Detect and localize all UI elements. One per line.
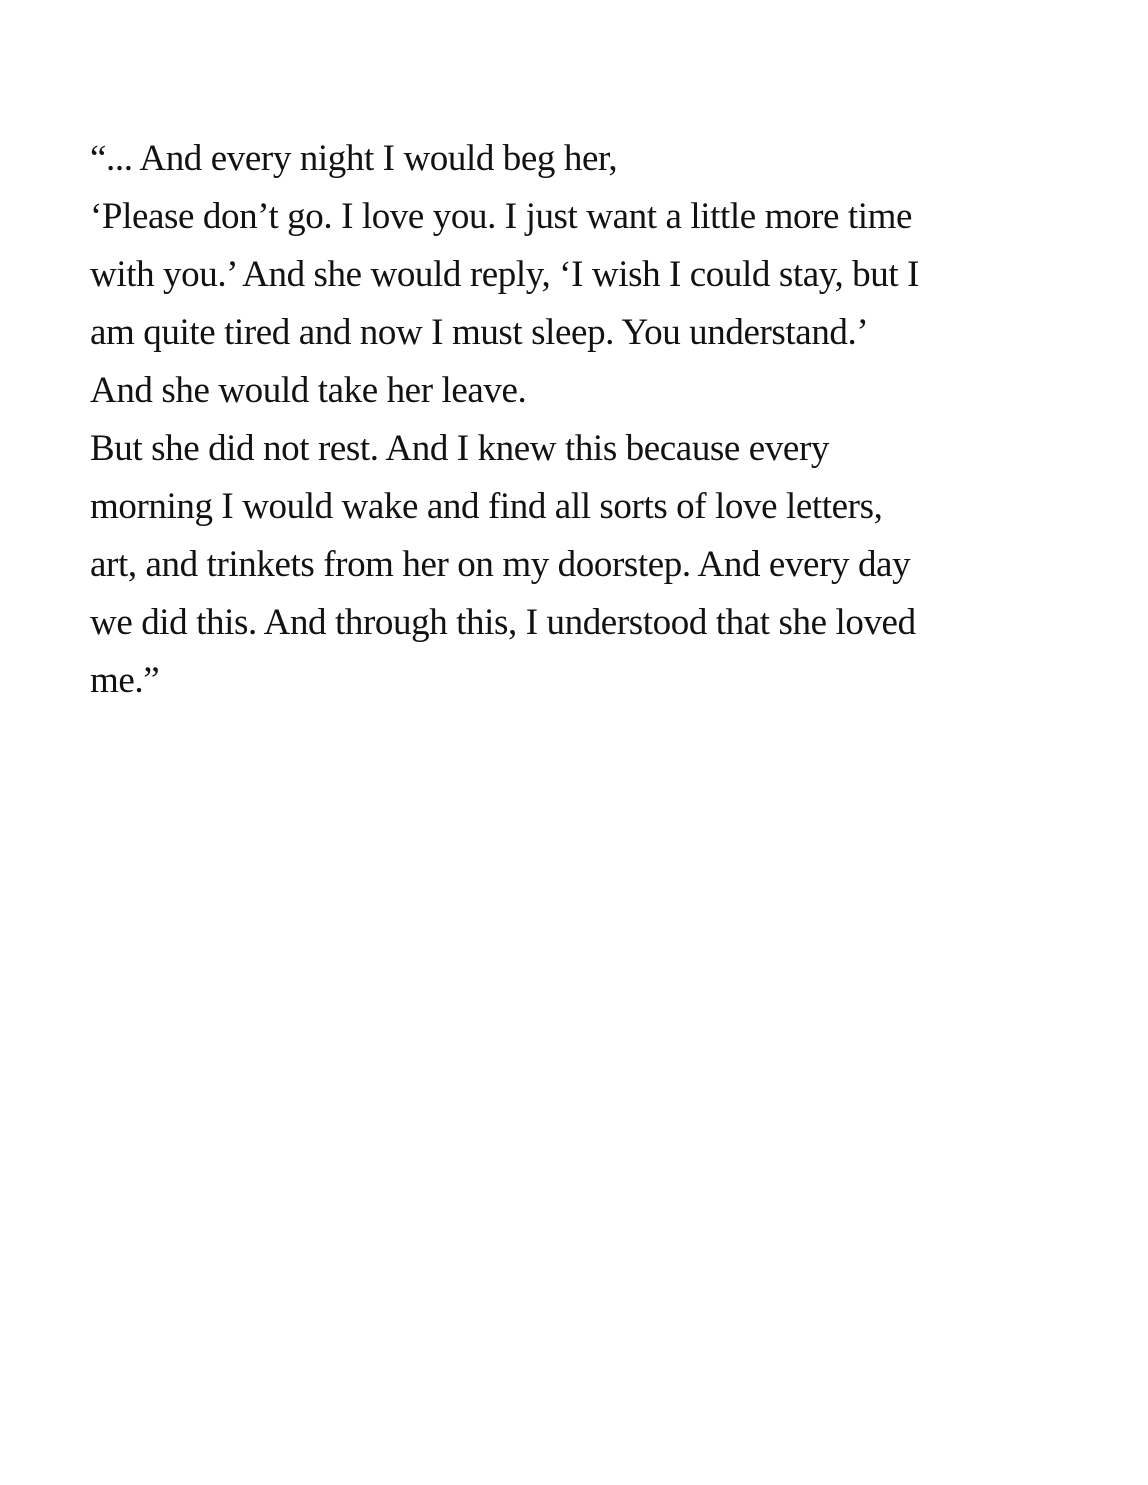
quote-line: And she would take her leave. (90, 370, 527, 411)
quote-line: morning I would wake and find all sorts of love letters, (90, 486, 883, 527)
quote-line: art, and trinkets from her on my doorstep. And every day (90, 544, 911, 585)
quote-line: ‘Please don’t go. I love you. I just want a little more time (90, 196, 913, 237)
quote-text-block (90, 130, 1100, 710)
quote-line: am quite tired and now I must sleep. You understand.’ (90, 312, 869, 353)
quote-line: But she did not rest. And I knew this because every (90, 428, 829, 469)
quote-line: me.” (90, 660, 160, 701)
quote-line: with you.’ And she would reply, ‘I wish I could stay, but I (90, 254, 919, 295)
quote-line: “... And every night I would beg her, (90, 138, 618, 179)
quote-line: we did this. And through this, I understood that she loved (90, 602, 916, 643)
